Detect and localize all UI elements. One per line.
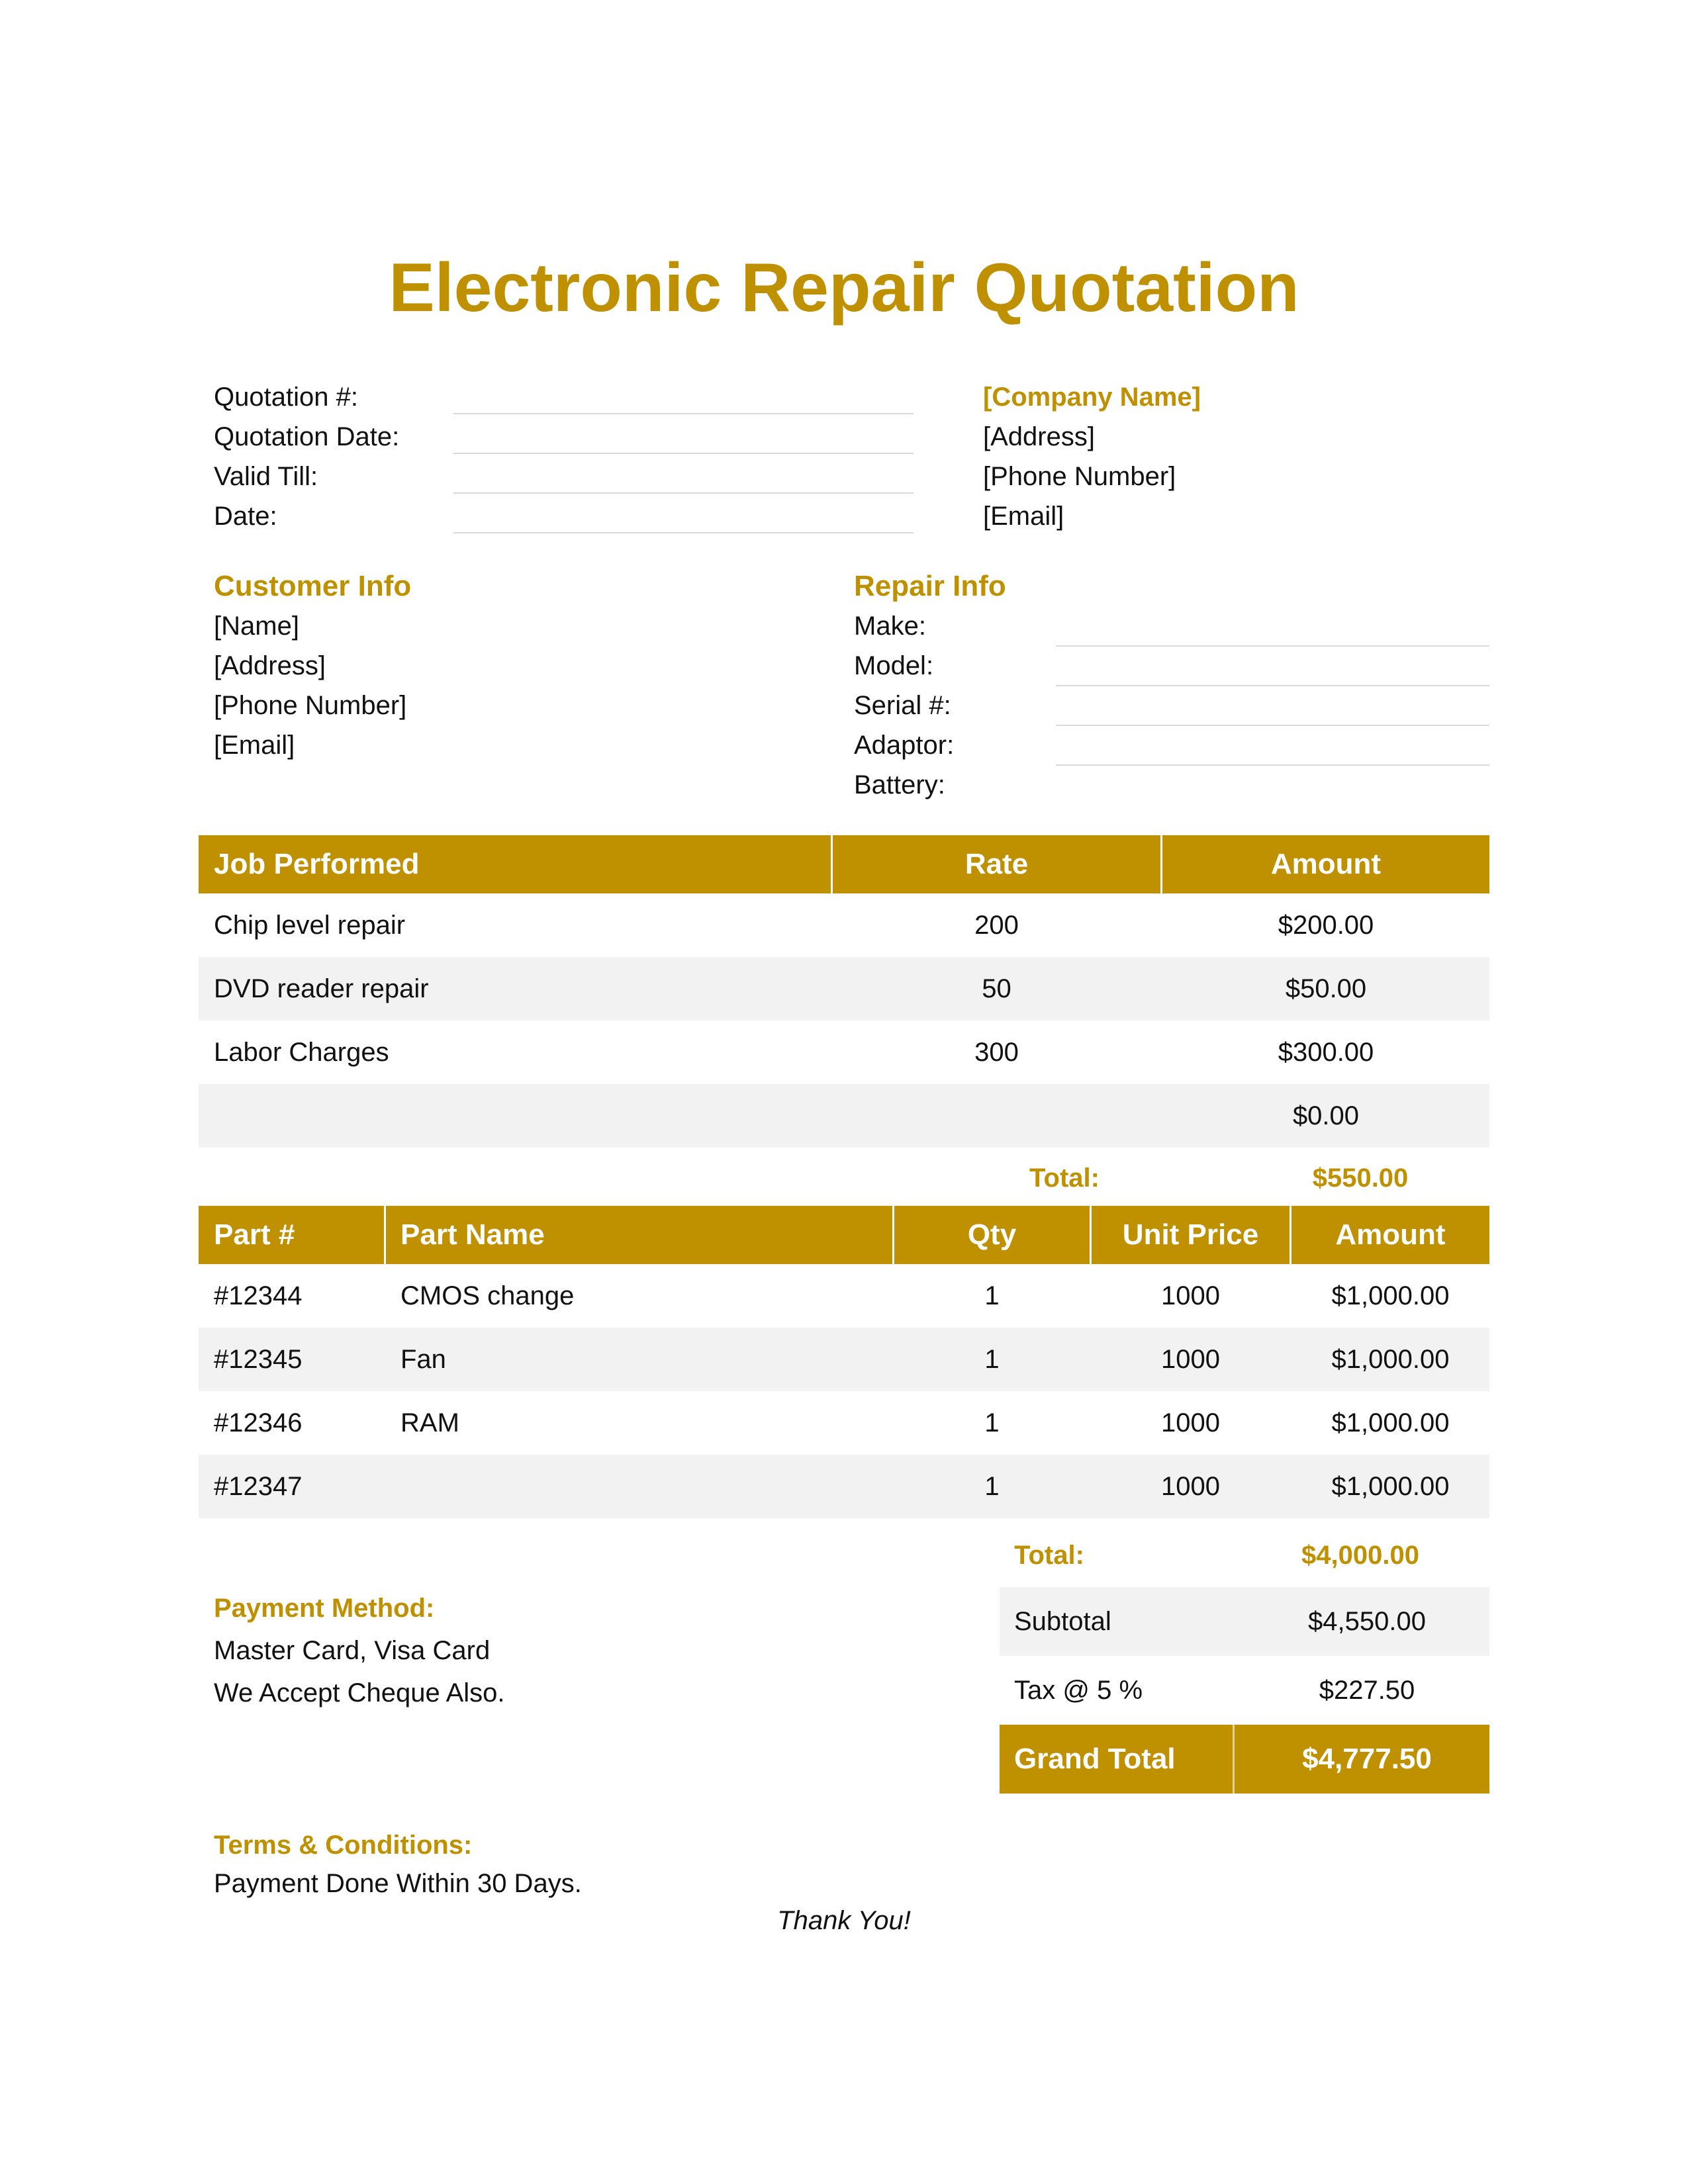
- table-row: [199, 957, 1489, 1021]
- grand-total-value: $4,777.50: [1302, 1743, 1432, 1775]
- company-name: [Company Name]: [983, 383, 1201, 412]
- customer-info-heading: Customer Info: [214, 570, 412, 602]
- grand-total-divider: [1233, 1725, 1235, 1794]
- part-number-cell: #12345: [214, 1345, 303, 1374]
- rate-cell: [833, 1084, 1160, 1148]
- make-label: Make:: [854, 612, 926, 641]
- part-number-cell: #12347: [214, 1472, 303, 1501]
- grand-total-row: [1000, 1725, 1489, 1794]
- thank-you-note: Thank You!: [777, 1906, 911, 1935]
- customer-phone: [Phone Number]: [214, 691, 407, 720]
- tax-value: $227.50: [1319, 1676, 1415, 1705]
- document-title: Electronic Repair Quotation: [389, 250, 1299, 326]
- parts-total-label: Total:: [1014, 1541, 1084, 1570]
- job-cell: DVD reader repair: [214, 974, 429, 1003]
- quotation-date-field[interactable]: [453, 453, 914, 454]
- date-field[interactable]: [453, 532, 914, 533]
- parts-amount-header: Amount: [1335, 1218, 1446, 1251]
- parts-table-header: [199, 1206, 1489, 1264]
- part-name-cell: Fan: [400, 1345, 446, 1374]
- amount-cell: $300.00: [1278, 1038, 1374, 1067]
- model-label: Model:: [854, 651, 934, 680]
- customer-address: [Address]: [214, 651, 326, 680]
- terms-heading: Terms & Conditions:: [214, 1831, 473, 1860]
- subtotal-value: $4,550.00: [1308, 1607, 1426, 1636]
- qty-cell: 1: [984, 1472, 1000, 1501]
- payment-line-2: We Accept Cheque Also.: [214, 1678, 505, 1707]
- unit-price-cell: 1000: [1161, 1345, 1220, 1374]
- quotation-number-label: Quotation #:: [214, 383, 358, 412]
- qty-cell: 1: [984, 1281, 1000, 1310]
- serial-label: Serial #:: [854, 691, 951, 720]
- part-number-cell: #12344: [214, 1281, 303, 1310]
- rate-cell: 300: [974, 1038, 1019, 1067]
- make-field[interactable]: [1056, 645, 1489, 647]
- company-address: [Address]: [983, 422, 1095, 451]
- tax-label: Tax @ 5 %: [1014, 1676, 1143, 1705]
- part-number-header: Part #: [214, 1218, 295, 1251]
- battery-label: Battery:: [854, 770, 945, 799]
- parts-total-value: $4,000.00: [1301, 1541, 1419, 1570]
- qty-header: Qty: [967, 1218, 1017, 1251]
- valid-till-field[interactable]: [453, 492, 914, 494]
- table-row: [199, 893, 1489, 957]
- part-name-header: Part Name: [400, 1218, 545, 1251]
- table-row: [199, 1264, 1489, 1328]
- part-name-cell: CMOS change: [400, 1281, 575, 1310]
- grand-total-label: Grand Total: [1014, 1743, 1176, 1775]
- repair-info-heading: Repair Info: [854, 570, 1006, 602]
- date-label: Date:: [214, 502, 277, 531]
- job-cell: Labor Charges: [214, 1038, 389, 1067]
- amount-cell: $50.00: [1285, 974, 1367, 1003]
- customer-name: [Name]: [214, 612, 299, 641]
- company-email: [Email]: [983, 502, 1064, 531]
- subtotal-row: [1000, 1587, 1489, 1656]
- table-row: [199, 1021, 1489, 1084]
- rate-cell: 50: [982, 974, 1011, 1003]
- part-number-cell: #12346: [214, 1408, 303, 1437]
- subtotal-label: Subtotal: [1014, 1607, 1111, 1636]
- unit-price-cell: 1000: [1161, 1408, 1220, 1437]
- quotation-date-label: Quotation Date:: [214, 422, 400, 451]
- jobs-total-value: $550.00: [1312, 1163, 1409, 1193]
- amount-cell: $1,000.00: [1331, 1408, 1450, 1437]
- amount-cell: $1,000.00: [1331, 1281, 1450, 1310]
- jobs-total-label: Total:: [1029, 1163, 1100, 1193]
- unit-price-cell: 1000: [1161, 1281, 1220, 1310]
- unit-price-cell: 1000: [1161, 1472, 1220, 1501]
- job-cell: Chip level repair: [214, 911, 406, 940]
- tax-row: [1000, 1656, 1489, 1725]
- rate-cell: 200: [974, 911, 1019, 940]
- qty-cell: 1: [984, 1345, 1000, 1374]
- amount-cell: $0.00: [1292, 1101, 1360, 1130]
- job-performed-header: Job Performed: [214, 848, 420, 880]
- payment-method-heading: Payment Method:: [214, 1594, 435, 1623]
- amount-cell: $1,000.00: [1331, 1472, 1450, 1501]
- adaptor-field[interactable]: [1056, 764, 1489, 766]
- table-row: [199, 1455, 1489, 1518]
- payment-line-1: Master Card, Visa Card: [214, 1636, 491, 1665]
- rate-header: Rate: [964, 848, 1029, 880]
- header-divider: [384, 1206, 386, 1264]
- adaptor-label: Adaptor:: [854, 731, 955, 760]
- part-name-cell: RAM: [400, 1408, 459, 1437]
- company-phone: [Phone Number]: [983, 462, 1176, 491]
- terms-text: Payment Done Within 30 Days.: [214, 1869, 582, 1898]
- table-row: [199, 1328, 1489, 1391]
- amount-header: Amount: [1270, 848, 1382, 880]
- valid-till-label: Valid Till:: [214, 462, 318, 491]
- table-row: [199, 1084, 1489, 1148]
- jobs-table-header: [199, 835, 1489, 893]
- unit-price-header: Unit Price: [1122, 1218, 1259, 1251]
- customer-email: [Email]: [214, 731, 295, 760]
- serial-field[interactable]: [1056, 725, 1489, 726]
- quotation-number-field[interactable]: [453, 413, 914, 414]
- model-field[interactable]: [1056, 685, 1489, 686]
- amount-cell: $1,000.00: [1331, 1345, 1450, 1374]
- qty-cell: 1: [984, 1408, 1000, 1437]
- table-row: [199, 1391, 1489, 1455]
- amount-cell: $200.00: [1278, 911, 1374, 940]
